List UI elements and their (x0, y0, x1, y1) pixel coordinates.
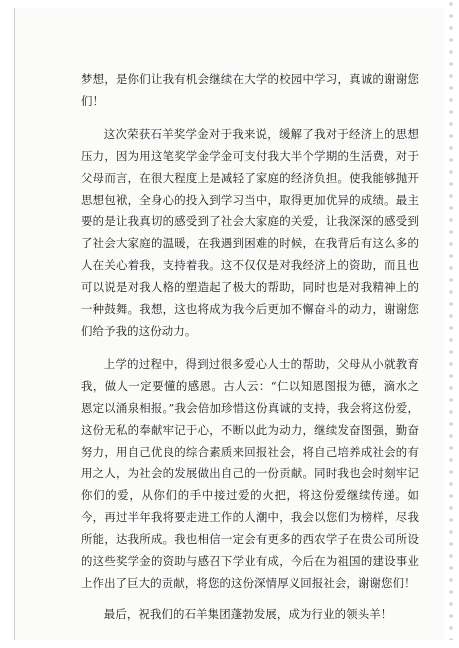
binder-holes (447, 0, 455, 640)
letter-paragraph-gratitude: 上学的过程中，得到过很多爱心人士的帮助，父母从小就教育我，做人一定要懂的感恩。古人云：“仁以知恩图报为德，滴水之恩定以涌泉相报。”我会倍加珍惜这份真诚的支持，我会将这份爱，这份无私的奉献牢记于心，不断以此为动力，继续发奋图强，勤奋努力，用自己优良的综合素质来回报社会，将自己培养成社会的有用之人，为社会的发展做出自己的一份贡献。同时我也会时刻牢记你们的爱，从你们的手中接过爱的火把，将这份爱继续传递。如今，再过半年我将要走进工作的人潮中，我会以您们为榜样，尽我所能，达我所成。我也相信一定会有更多的西农学子在贵公司所设的这些奖学金的资助与感召下学业有成，今后在为祖国的建设事业上作出了巨大的贡献，将您的这份深情厚义回报社会，谢谢您们！ (81, 356, 419, 590)
letter-body (81, 69, 419, 626)
letter-page (14, 8, 444, 640)
letter-paragraph-closing: 最后，祝我们的石羊集团蓬勃发展，成为行业的领头羊！ (103, 606, 393, 621)
letter-paragraph-opening: 梦想，是你们让我有机会继续在大学的校园中学习，真诚的谢谢您们！ (81, 72, 419, 108)
letter-paragraph-scholarship: 这次荣获石羊奖学金对于我来说，缓解了我对于经济上的思想压力，因为用这笔奖学金学金可支付我大半个学期的生活费，对于父母而言，在很大程度上是减轻了家庭的经济负担。使我能够抛开思想包袱，全身心的投入到学习当中，取得更加优异的成绩。最主要的是让我真切的感受到了社会大家庭的关爱，让我深深的感受到了社会大家庭的温暖，在我遇到困难的时候，在我背后有这么多的人在关心着我，支持着我。这不仅仅是对我经济上的资助，而且也可以说是对我人格的塑造起了极大的帮助，同时也是对我精神上的一种鼓舞。我想，这也将成为我今后更加不懈奋斗的动力，谢谢您们给予我的这份动力。 (81, 126, 419, 338)
